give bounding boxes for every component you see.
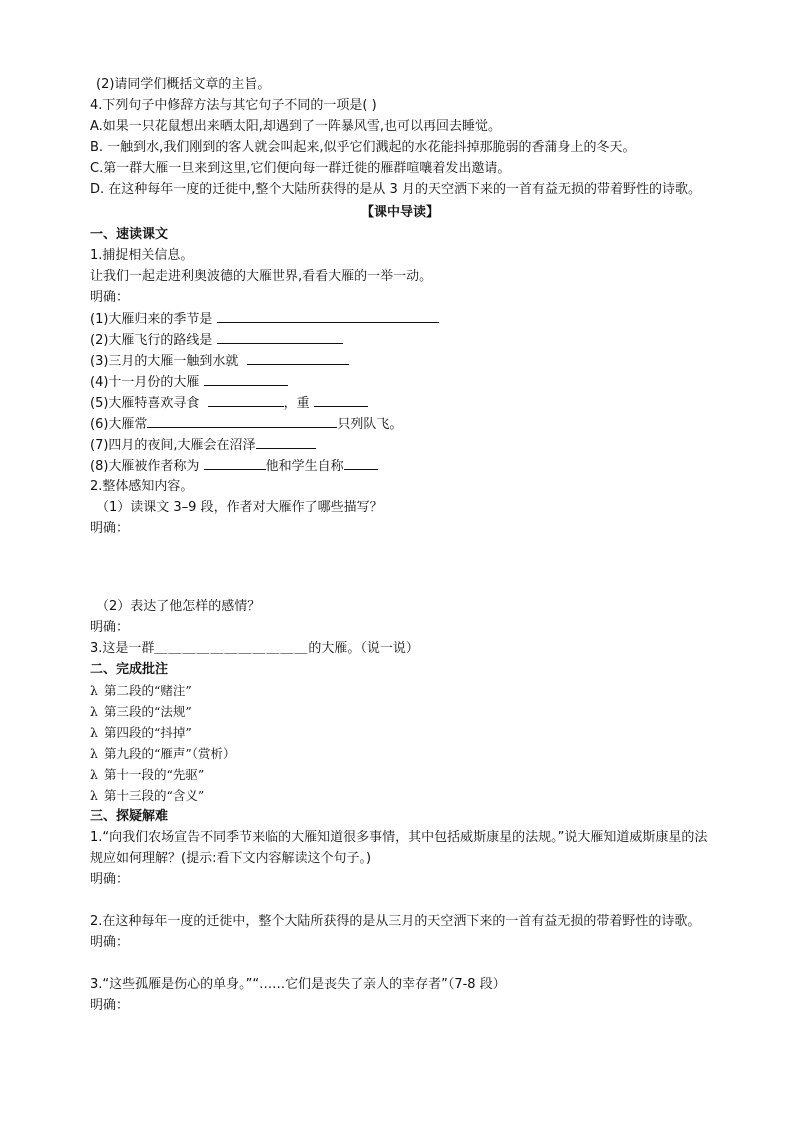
list-item [90, 722, 710, 743]
fill-5-blank-a[interactable] [208, 392, 284, 407]
part3-heading: 三、探疑解难 [90, 809, 169, 824]
list-item-text: 第十三段的“含义” [104, 788, 205, 803]
fill-2-label: (2)大雁飞行的路线是 [90, 333, 213, 348]
fill-6-blank[interactable] [147, 413, 337, 428]
answer-space[interactable] [90, 575, 710, 596]
fill-8-label-a: (8)大雁被作者称为 [90, 459, 200, 474]
pre-question-2: (2)请同学们概括文章的主旨。 [96, 77, 271, 92]
fill-8 [90, 455, 710, 476]
fill-4-blank[interactable] [204, 371, 288, 386]
list-item-text: 第十一段的“先驱” [104, 767, 205, 782]
list-item-text: 第三段的“法规” [104, 704, 192, 719]
list-item-text: 第九段的“雁声”（赏析） [104, 746, 236, 761]
part3-answer-2-label: 明确： [90, 935, 130, 950]
fill-7-label: (7)四月的夜间,大雁会在沼泽 [90, 438, 256, 453]
fill-3-blank[interactable] [247, 350, 349, 365]
fill-8-label-b: 他和学生自称 [265, 459, 344, 474]
fill-1-label: (1)大雁归来的季节是 [90, 312, 213, 327]
fill-2 [90, 329, 710, 350]
item3-blank[interactable]: ＿＿＿＿＿＿＿＿＿＿＿ [154, 641, 309, 656]
part3-question-3: 3.“这些孤雁是伤心的单身。”“……它们是丧失了亲人的幸存者”（7-8 段） [90, 977, 506, 992]
item3-label-a: 3.这是一群 [90, 641, 155, 656]
option-b: B. 一触到水,我们刚到的客人就会叫起来,似乎它们溅起的水花能抖掉那脆弱的香蒲身上的冬天。 [90, 140, 636, 155]
fill-7 [90, 434, 710, 455]
fill-6-label-b: 只列队飞。 [337, 417, 403, 432]
fill-2-blank[interactable] [217, 329, 343, 344]
part3-answer-3-label: 明确： [90, 998, 130, 1013]
part3-question-1: 1.“向我们农场宣告不同季节来临的大雁知道很多事情，其中包括威斯康星的法规。”说大雁知道威斯康星的法规应如何理解？(提示:看下文内容解读这个句子。) [90, 830, 708, 866]
part2-heading: 二、完成批注 [90, 662, 169, 677]
list-item [90, 701, 710, 722]
fill-5-label-b: ，重 [283, 396, 310, 411]
part1-answer-label: 明确： [90, 290, 130, 305]
part1-sub1: （1）读课文 3–9 段，作者对大雁作了哪些描写？ [96, 500, 383, 515]
bullet-marker: λ [90, 704, 98, 719]
list-item [90, 743, 710, 764]
fill-3 [90, 350, 710, 371]
answer-space[interactable] [90, 953, 710, 974]
fill-5-label-a: (5)大雁特喜欢寻食 [90, 396, 200, 411]
fill-5-blank-b[interactable] [314, 392, 368, 407]
part1-heading: 一、速读课文 [90, 227, 169, 242]
pre-question-4: 4.下列句子中修辞方法与其它句子不同的一项是( ) [90, 98, 377, 113]
part1-item3 [90, 638, 710, 659]
part3-question-2: 2.在这种每年一度的迁徙中，整个大陆所获得的是从三月的天空洒下来的一首有益无损的带着野性的诗歌。 [90, 914, 701, 929]
part1-intro: 让我们一起走进利奥波德的大雁世界,看看大雁的一举一动。 [90, 269, 433, 284]
fill-4 [90, 371, 710, 392]
list-item [90, 680, 710, 701]
fill-8-blank-b[interactable] [344, 455, 378, 470]
part1-answer2-label: 明确： [90, 521, 130, 536]
fill-1-blank[interactable] [217, 308, 439, 323]
list-item-text: 第四段的“抖掉” [104, 725, 192, 740]
part1-answer3-label: 明确： [90, 620, 130, 635]
list-item [90, 785, 710, 806]
part3-answer-1-label: 明确： [90, 872, 130, 887]
part1-sub2: （2）表达了他怎样的感情？ [96, 599, 261, 614]
bullet-marker: λ [90, 683, 98, 698]
list-item-text: 第二段的“赌注” [104, 683, 192, 698]
section-title: 【课中导读】 [360, 205, 439, 220]
answer-space[interactable] [90, 890, 710, 911]
fill-4-label: (4)十一月份的大雁 [90, 375, 200, 390]
fill-8-blank-a[interactable] [204, 455, 266, 470]
bullet-marker: λ [90, 746, 98, 761]
part1-item2: 2.整体感知内容。 [90, 479, 194, 494]
bullet-marker: λ [90, 767, 98, 782]
fill-6-label-a: (6)大雁常 [90, 417, 148, 432]
list-item [90, 764, 710, 785]
option-c: C.第一群大雁一旦来到这里,它们便向每一群迁徙的雁群喧嚷着发出邀请。 [90, 161, 511, 176]
option-d: D. 在这种每年一度的迁徙中,整个大陆所获得的是从 3 月的天空洒下来的一首有益无损的带着野性的诗歌。 [90, 182, 701, 197]
bullet-marker: λ [90, 788, 98, 803]
fill-3-label: (3)三月的大雁一触到水就 [90, 354, 239, 369]
fill-1 [90, 308, 710, 329]
answer-space[interactable] [90, 539, 710, 575]
option-a: A.如果一只花鼠想出来晒太阳,却遇到了一阵暴风雪,也可以再回去睡觉。 [90, 119, 502, 134]
part1-item1: 1.捕捉相关信息。 [90, 248, 194, 263]
fill-5 [90, 392, 710, 413]
bullet-marker: λ [90, 725, 98, 740]
fill-6 [90, 413, 710, 434]
item3-label-b: 的大雁。（说一说） [308, 641, 419, 656]
fill-7-blank[interactable] [256, 434, 316, 449]
document-content [90, 74, 710, 1016]
